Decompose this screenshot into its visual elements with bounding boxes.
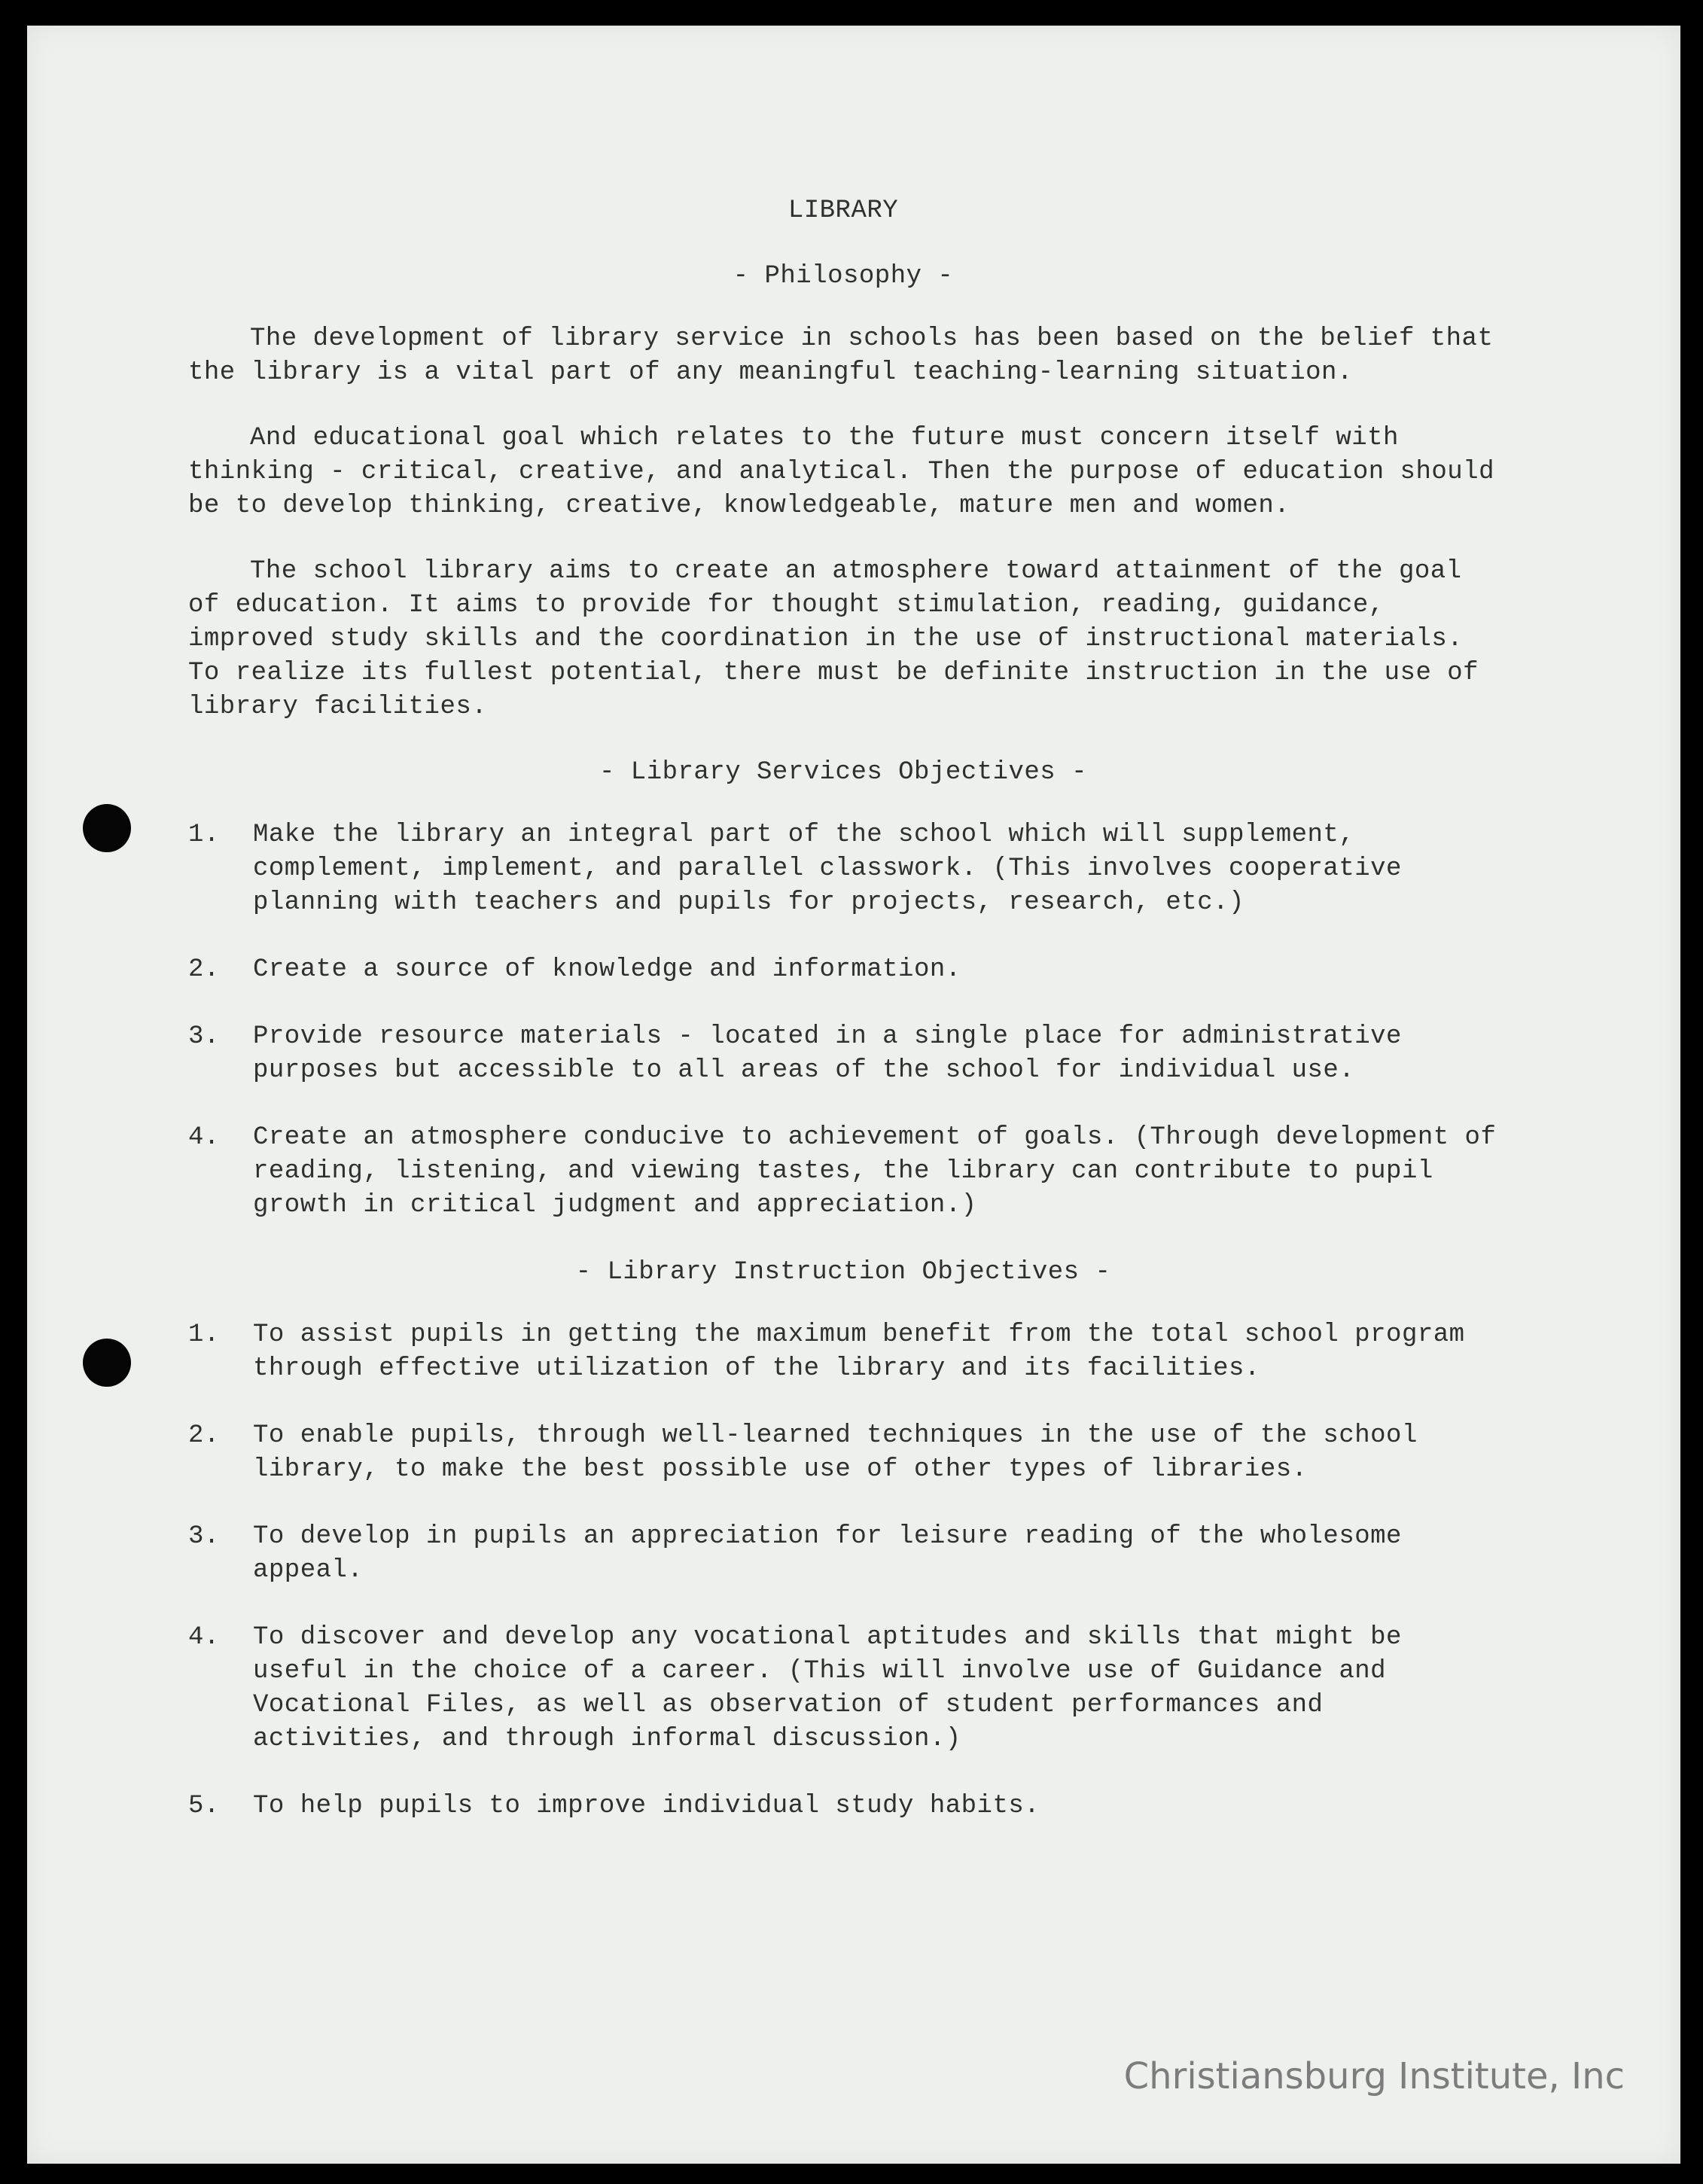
services-objectives-heading: - Library Services Objectives - <box>599 758 1087 787</box>
list-item-number: 3. <box>188 1522 220 1551</box>
punch-hole-top <box>83 804 131 852</box>
list-item-text: Create an atmosphere conducive to achievement of goals. (Through development of reading, listening, and viewing tastes, the library can contribute to pupil growth in critical judgment and appreciation.) <box>253 1123 1497 1220</box>
instruction-objectives-heading: - Library Instruction Objectives - <box>575 1258 1111 1287</box>
list-item-number: 4. <box>188 1123 220 1152</box>
list-item-number: 1. <box>188 821 220 849</box>
list-item-text: Provide resource materials - located in a single place for administrative purposes but accessible to all areas of the school for individual use. <box>253 1022 1402 1085</box>
instruction-objectives-list <box>188 1318 1498 1823</box>
list-item-text: To assist pupils in getting the maximum benefit from the total school program through effective utilization of the library and its facilities. <box>253 1320 1465 1383</box>
typed-document <box>188 194 1498 1857</box>
list-item-text: To help pupils to improve individual study habits. <box>253 1792 1040 1820</box>
philosophy-paragraph: The school library aims to create an atmosphere toward attainment of the goal of education. It aims to provide for thought stimulation, reading, guidance, improved study skills and the coordination in the use of instructional materials. To realize its fullest potential, there must be definite instruction in the use of library facilities. <box>188 557 1479 721</box>
list-item-number: 2. <box>188 955 220 984</box>
services-objectives-list <box>188 818 1498 1223</box>
list-item <box>188 1020 1498 1088</box>
philosophy-paragraph: And educational goal which relates to the future must concern itself with thinking - critical, creative, and analytical. Then the purpose of education should be to develop thinking, creative, knowledgeable, mature men and women. <box>188 424 1494 520</box>
philosophy-heading: - Philosophy - <box>733 262 954 291</box>
philosophy-paragraph: The development of library service in schools has been based on the belief that the library is a vital part of any meaningful teaching-learning situation. <box>188 324 1494 387</box>
punch-hole-bottom <box>83 1339 131 1387</box>
list-item <box>188 1419 1498 1487</box>
list-item-number: 5. <box>188 1792 220 1820</box>
list-item <box>188 1790 1498 1823</box>
list-item-number: 4. <box>188 1623 220 1652</box>
list-item-text: Create a source of knowledge and information. <box>253 955 961 984</box>
list-item-number: 3. <box>188 1022 220 1051</box>
list-item <box>188 1621 1498 1756</box>
list-item-text: To enable pupils, through well-learned techniques in the use of the school library, to make the best possible use of other types of libraries. <box>253 1421 1418 1484</box>
list-item <box>188 818 1498 920</box>
list-item-text: To develop in pupils an appreciation for leisure reading of the wholesome appeal. <box>253 1522 1402 1585</box>
list-item <box>188 1318 1498 1386</box>
list-item-text: To discover and develop any vocational aptitudes and skills that might be useful in the choice of a career. (This will involve use of Guidance and Vocational Files, as well as observation of student performances and activities, and through informal discussion.) <box>253 1623 1402 1753</box>
watermark-text: Christiansburg Institute, Inc <box>1123 2055 1625 2097</box>
list-item <box>188 1520 1498 1588</box>
list-item <box>188 1121 1498 1223</box>
list-item-text: Make the library an integral part of the school which will supplement, complement, implement, and parallel classwork. (This involves cooperative planning with teachers and pupils for projects, research, etc.) <box>253 821 1402 917</box>
list-item <box>188 953 1498 987</box>
document-title: LIBRARY <box>788 196 899 225</box>
list-item-number: 2. <box>188 1421 220 1450</box>
list-item-number: 1. <box>188 1320 220 1349</box>
